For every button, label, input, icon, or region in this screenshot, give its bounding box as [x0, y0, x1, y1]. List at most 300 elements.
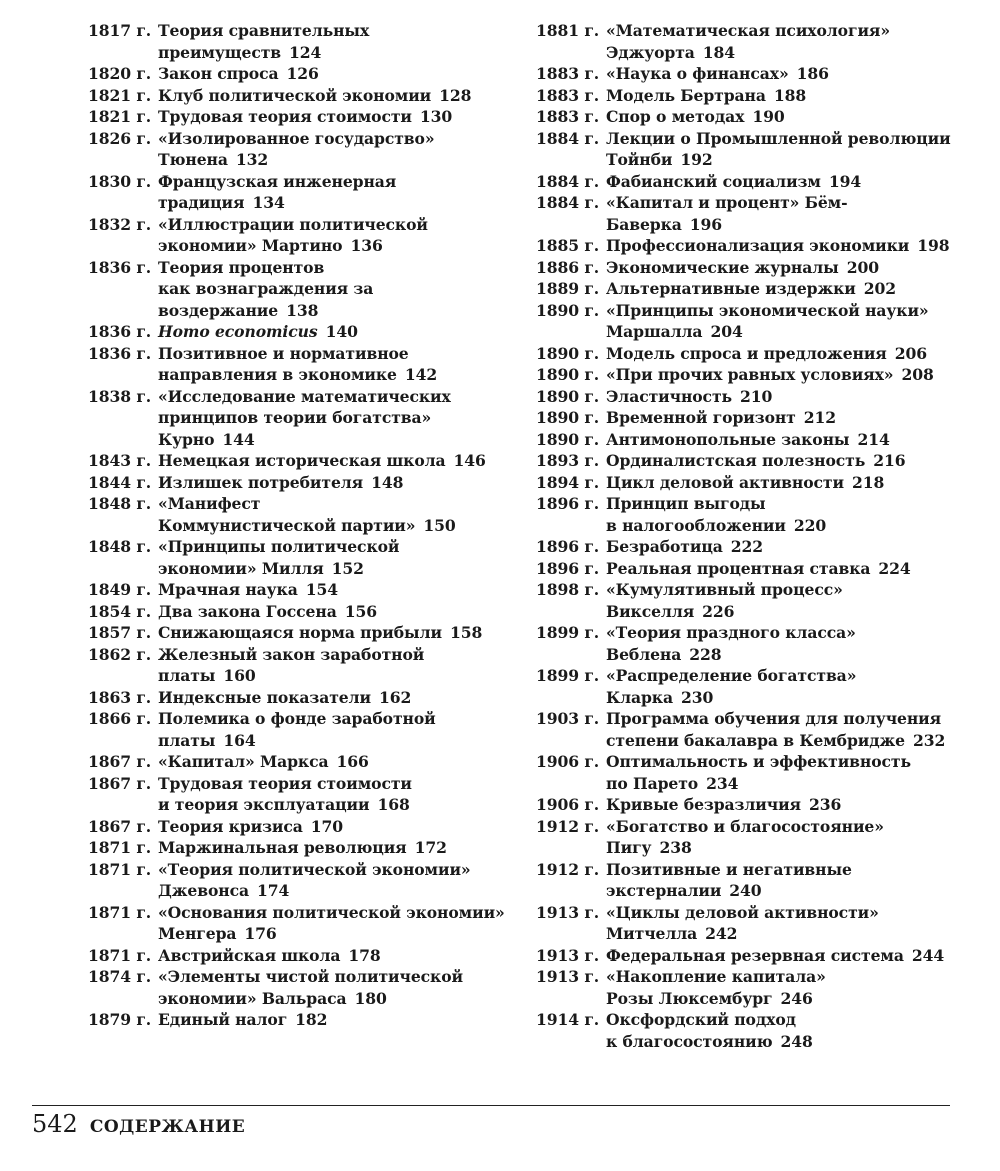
- toc-entry: [88, 966, 518, 1009]
- entry-title: [606, 429, 976, 451]
- toc-entry: [536, 192, 976, 235]
- entry-year: 1821 г.: [88, 107, 152, 126]
- entry-title: [606, 407, 976, 429]
- entry-page-number: 160: [223, 666, 256, 685]
- entry-title-line: [606, 880, 976, 902]
- entry-page-number: 220: [793, 515, 827, 535]
- entry-title: [158, 321, 518, 343]
- entry-title-line: [606, 300, 976, 322]
- entry-title: [606, 278, 976, 300]
- entry-title-line: [606, 42, 976, 64]
- entry-title-text: Немецкая историческая школа: [158, 451, 446, 470]
- entry-title-text: экономии» Мартино: [158, 236, 343, 255]
- entry-year: 1913 г.: [536, 945, 600, 965]
- entry-year: 1890 г.: [536, 408, 600, 427]
- entry-title-line: [606, 601, 976, 623]
- toc-entry: [88, 171, 518, 214]
- entry-page-number: 188: [773, 85, 807, 105]
- entry-title-line: [606, 837, 976, 859]
- entry-title-text: Баверка: [606, 214, 682, 234]
- entry-title-text: «Элементы чистой политической: [158, 967, 463, 986]
- entry-title: [606, 235, 976, 257]
- entry-page-number: 186: [796, 64, 829, 83]
- entry-title-line: [158, 988, 518, 1010]
- entry-title-text: направления в экономике: [158, 365, 397, 384]
- entry-title: [606, 192, 976, 235]
- entry-title-text: Курно: [158, 429, 215, 449]
- entry-title-line: [158, 880, 518, 902]
- entry-title: [606, 794, 976, 816]
- entry-year: 1883 г.: [536, 64, 600, 83]
- toc-entry: [536, 106, 976, 128]
- entry-page-number: 162: [379, 687, 412, 707]
- entry-title-line: [606, 472, 976, 494]
- entry-title: [158, 579, 518, 601]
- entry-title-text: Федеральная резервная система: [606, 945, 904, 965]
- entry-page-number: 156: [344, 601, 377, 621]
- entry-title-text: и теория эксплуатации: [158, 795, 370, 814]
- entry-title-text: Модель Бертрана: [606, 85, 766, 105]
- entry-title: [606, 579, 976, 622]
- toc-entry: [88, 816, 518, 838]
- entry-title-line: [158, 343, 518, 365]
- entry-title-text: платы: [158, 730, 216, 750]
- entry-title: [606, 816, 976, 859]
- toc-entry: [88, 20, 518, 63]
- toc-entry: [536, 300, 976, 343]
- entry-title-line: [158, 708, 518, 730]
- entry-year: 1848 г.: [88, 494, 152, 513]
- entry-title: [158, 536, 518, 579]
- entry-title-text: «Капитал» Маркса: [158, 752, 329, 771]
- entry-year: 1889 г.: [536, 279, 600, 298]
- entry-title-text: экономии» Милля: [158, 558, 324, 578]
- entry-page-number: 240: [729, 881, 762, 900]
- entry-title-text: Маржинальная революция: [158, 838, 407, 857]
- entry-title-text: Цикл деловой активности: [606, 472, 844, 492]
- toc-entry: [536, 450, 976, 472]
- entry-title: [158, 472, 518, 494]
- entry-year: 1844 г.: [88, 472, 152, 492]
- entry-title-text: принципов теории богатства»: [158, 408, 432, 427]
- entry-title-text: экономии» Вальраса: [158, 988, 347, 1008]
- entry-title-text: Теория процентов: [158, 257, 325, 277]
- entry-title: [158, 106, 518, 128]
- entry-title: [158, 622, 518, 644]
- toc-entry: [88, 773, 518, 816]
- entry-title: [158, 386, 518, 451]
- entry-page-number: 200: [846, 257, 879, 277]
- entry-title: [158, 644, 518, 687]
- entry-page-number: 158: [449, 623, 483, 642]
- entry-title-text: Реальная процентная ставка: [606, 558, 871, 578]
- entry-title-line: [158, 601, 518, 623]
- entry-year: 1912 г.: [536, 816, 600, 836]
- entry-title-line: [158, 644, 518, 666]
- entry-title: [158, 708, 518, 751]
- entry-year: 1890 г.: [536, 343, 600, 363]
- entry-year: 1913 г.: [536, 902, 600, 922]
- entry-title: [158, 1009, 518, 1031]
- entry-title-text: Временной горизонт: [606, 408, 796, 427]
- entry-title-text: Клуб политической экономии: [158, 85, 432, 105]
- entry-title-line: [606, 321, 976, 343]
- entry-title-line: [606, 966, 976, 988]
- entry-year: 1913 г.: [536, 967, 600, 986]
- entry-page-number: 206: [894, 343, 927, 363]
- entry-title-text: Эджуорта: [606, 42, 695, 62]
- entry-title: [606, 450, 976, 472]
- entry-year: 1885 г.: [536, 236, 600, 255]
- entry-title-line: [158, 257, 518, 279]
- entry-title: [158, 859, 518, 902]
- entry-year: 1899 г.: [536, 666, 600, 685]
- entry-page-number: 194: [828, 171, 862, 191]
- entry-title-text: Тюнена: [158, 150, 228, 169]
- entry-year: 1890 г.: [536, 386, 600, 406]
- toc-entry: [88, 343, 518, 386]
- toc-entry: [88, 493, 518, 536]
- entry-page-number: 140: [325, 322, 358, 341]
- entry-page-number: 134: [252, 193, 285, 212]
- entry-title: [606, 364, 976, 386]
- entry-title-line: [606, 1009, 976, 1031]
- toc-entry: [88, 128, 518, 171]
- entry-title-line: [158, 63, 518, 85]
- entry-year: 1867 г.: [88, 773, 152, 793]
- entry-title-line: [158, 149, 518, 171]
- entry-title-line: [606, 106, 976, 128]
- entry-page-number: 242: [705, 924, 738, 943]
- toc-entry: [536, 171, 976, 193]
- entry-year: 1893 г.: [536, 451, 600, 470]
- toc-entry: [88, 601, 518, 623]
- toc-entry: [536, 343, 976, 365]
- entry-title-text: Викселля: [606, 601, 695, 621]
- entry-title-text: Розы Люксембург: [606, 988, 773, 1008]
- entry-title-text: «Основания политической экономии»: [158, 902, 505, 922]
- entry-title-text: «Математическая психология»: [606, 21, 890, 40]
- toc-entry: [536, 558, 976, 580]
- entry-title-line: [158, 214, 518, 236]
- entry-title: [158, 816, 518, 838]
- entry-year: 1820 г.: [88, 64, 152, 83]
- entry-year: 1890 г.: [536, 300, 600, 320]
- entry-title-text: «Теория политической экономии»: [158, 859, 471, 879]
- toc-entry: [88, 708, 518, 751]
- entry-title-text: «Исследование математических: [158, 386, 451, 406]
- entry-page-number: 130: [419, 107, 453, 126]
- entry-title-line: [606, 794, 976, 816]
- entry-year: 1832 г.: [88, 214, 152, 234]
- entry-title-text: Трудовая теория стоимости: [158, 107, 412, 126]
- entry-page-number: 226: [702, 601, 735, 621]
- entry-year: 1826 г.: [88, 128, 152, 148]
- entry-page-number: 232: [913, 730, 946, 750]
- entry-page-number: 228: [689, 644, 722, 664]
- entry-year: 1903 г.: [536, 709, 600, 728]
- entry-title-line: [158, 859, 518, 881]
- entry-title-line: [158, 386, 518, 408]
- entry-title-text: «Принципы экономической науки»: [606, 300, 929, 320]
- entry-title-text: Антимонопольные законы: [606, 429, 850, 449]
- entry-title: [158, 601, 518, 623]
- entry-title-text: «Капитал и процент» Бём-: [606, 193, 848, 212]
- entry-title-text: Трудовая теория стоимости: [158, 773, 412, 793]
- entry-title: [606, 343, 976, 365]
- entry-title-text: «При прочих равных условиях»: [606, 365, 894, 384]
- entry-title-text: Два закона Госсена: [158, 601, 337, 621]
- toc-entry: [536, 278, 976, 300]
- entry-title-text: Позитивные и негативные: [606, 859, 852, 879]
- entry-page-number: 212: [803, 408, 837, 427]
- entry-title-line: [606, 730, 976, 752]
- entry-title-text: «Иллюстрации политической: [158, 214, 428, 234]
- entry-title-line: [606, 192, 976, 214]
- entry-title-line: [158, 902, 518, 924]
- toc-entry: [536, 859, 976, 902]
- entry-title-text: экстерналии: [606, 881, 722, 900]
- entry-title-line: [606, 622, 976, 644]
- entry-title-text: степени бакалавра в Кембридже: [606, 730, 906, 750]
- toc-entry: [88, 837, 518, 859]
- entry-page-number: 132: [235, 150, 269, 169]
- entry-title: [158, 966, 518, 1009]
- entry-title: [158, 85, 518, 107]
- entry-title-line: [158, 364, 518, 386]
- entry-title: [606, 20, 976, 63]
- entry-title-line: [158, 687, 518, 709]
- entry-title-text: к благосостоянию: [606, 1031, 773, 1051]
- entry-title: [158, 20, 518, 63]
- entry-title-line: [158, 730, 518, 752]
- entry-title-line: [158, 171, 518, 193]
- entry-page-number: 184: [702, 42, 736, 62]
- entry-page-number: 208: [901, 365, 934, 384]
- entry-title-text: платы: [158, 666, 216, 685]
- entry-title-text: Закон спроса: [158, 64, 279, 83]
- entry-title-line: [158, 85, 518, 107]
- toc-entry: [88, 321, 518, 343]
- entry-year: 1899 г.: [536, 623, 600, 642]
- entry-title-line: [158, 42, 518, 64]
- entry-year: 1884 г.: [536, 171, 600, 191]
- entry-title: [158, 837, 518, 859]
- entry-year: 1886 г.: [536, 257, 600, 277]
- entry-title: [606, 902, 976, 945]
- entry-title-line: [606, 536, 976, 558]
- entry-title-line: [606, 816, 976, 838]
- toc-entry: [536, 1009, 976, 1052]
- entry-title-text: Индексные показатели: [158, 687, 371, 707]
- toc-entry: [88, 902, 518, 945]
- entry-title-text: Кривые безразличия: [606, 795, 801, 814]
- entry-title-line: [158, 321, 518, 343]
- entry-year: 1898 г.: [536, 580, 600, 599]
- entry-title-line: [606, 63, 976, 85]
- section-title: СОДЕРЖАНИЕ: [89, 1117, 246, 1137]
- entry-year: 1871 г.: [88, 945, 152, 965]
- entry-title-line: [158, 235, 518, 257]
- entry-title-line: [606, 149, 976, 171]
- entry-page-number: 124: [289, 42, 322, 62]
- entry-title-line: [606, 20, 976, 42]
- entry-page-number: 192: [680, 150, 713, 169]
- entry-title-line: [158, 429, 518, 451]
- entry-title-text: Австрийская школа: [158, 945, 341, 965]
- entry-page-number: 244: [911, 945, 945, 965]
- entry-title: [606, 128, 976, 171]
- entry-year: 1914 г.: [536, 1010, 600, 1029]
- entry-title-text: Оксфордский подход: [606, 1010, 796, 1029]
- entry-title-text: Менгера: [158, 924, 237, 943]
- toc-entry: [536, 472, 976, 494]
- entry-title-line: [158, 665, 518, 687]
- entry-year: 1836 г.: [88, 257, 152, 277]
- entry-title-line: [606, 364, 976, 386]
- entry-title: [158, 171, 518, 214]
- entry-page-number: 190: [752, 107, 785, 126]
- toc-entry: [536, 708, 976, 751]
- entry-year: 1883 г.: [536, 107, 600, 126]
- toc-entry: [88, 644, 518, 687]
- entry-year: 1857 г.: [88, 623, 152, 642]
- entry-title-line: [606, 687, 976, 709]
- toc-entry: [536, 665, 976, 708]
- entry-title: [606, 1009, 976, 1052]
- entry-page-number: 224: [878, 558, 911, 578]
- entry-year: 1866 г.: [88, 709, 152, 728]
- entry-title-line: [158, 945, 518, 967]
- entry-page-number: 168: [377, 795, 410, 814]
- entry-title-line: [158, 20, 518, 42]
- entry-title-line: [606, 235, 976, 257]
- toc-entry: [88, 859, 518, 902]
- entry-title-text: Лекции о Промышленной революции: [606, 128, 951, 148]
- entry-title-text: «Циклы деловой активности»: [606, 902, 879, 922]
- entry-year: 1906 г.: [536, 752, 600, 771]
- entry-title-text: Кларка: [606, 687, 673, 707]
- entry-page-number: 248: [780, 1031, 813, 1051]
- entry-title-text: традиция: [158, 193, 245, 212]
- entry-title: [606, 300, 976, 343]
- entry-page-number: 218: [851, 472, 885, 492]
- entry-title-text: Маршалла: [606, 322, 703, 341]
- entry-page-number: 174: [256, 881, 290, 900]
- entry-title-line: [606, 407, 976, 429]
- entry-title: [606, 536, 976, 558]
- entry-title-text: Теория кризиса: [158, 816, 303, 836]
- entry-year: 1884 г.: [536, 128, 600, 148]
- entry-title: [158, 257, 518, 322]
- toc-column-right: [536, 20, 976, 1052]
- entry-page-number: 234: [706, 773, 739, 793]
- entry-title-text: Эластичность: [606, 386, 732, 406]
- entry-title: [606, 85, 976, 107]
- entry-year: 1890 г.: [536, 429, 600, 449]
- entry-title-line: [606, 945, 976, 967]
- entry-page-number: 142: [404, 365, 438, 384]
- entry-title-line: [158, 1009, 518, 1031]
- entry-year: 1817 г.: [88, 21, 152, 40]
- toc-entry: [536, 622, 976, 665]
- entry-title-text: Железный закон заработной: [158, 644, 425, 664]
- toc-entry: [88, 386, 518, 451]
- toc-entry: [88, 687, 518, 709]
- toc-entry: [88, 751, 518, 773]
- entry-year: 1906 г.: [536, 795, 600, 814]
- entry-page-number: 166: [336, 752, 369, 771]
- entry-title: [606, 945, 976, 967]
- entry-title: [606, 493, 976, 536]
- entry-title: [606, 966, 976, 1009]
- entry-title-text: Митчелла: [606, 924, 698, 943]
- entry-page-number: 154: [305, 580, 338, 599]
- entry-page-number: 214: [857, 429, 890, 449]
- entry-title-line: [606, 278, 976, 300]
- toc-entry: [536, 794, 976, 816]
- entry-page-number: 178: [348, 945, 381, 965]
- entry-title-line: [606, 579, 976, 601]
- entry-page-number: 126: [286, 64, 319, 83]
- entry-title-text: «Теория праздного класса»: [606, 623, 856, 642]
- entry-year: 1883 г.: [536, 85, 600, 105]
- entry-title: [158, 687, 518, 709]
- entry-page-number: 128: [439, 85, 472, 105]
- entry-title-line: [158, 837, 518, 859]
- entry-year: 1838 г.: [88, 386, 152, 406]
- toc-entry: [536, 945, 976, 967]
- entry-title-text: по Парето: [606, 773, 699, 793]
- entry-title-line: [606, 558, 976, 580]
- entry-title-text: Принцип выгоды: [606, 494, 766, 513]
- toc-entry: [536, 536, 976, 558]
- entry-title-line: [606, 665, 976, 687]
- entry-title-line: [606, 902, 976, 924]
- toc-entry: [536, 966, 976, 1009]
- entry-title-line: [606, 859, 976, 881]
- footer-divider: [32, 1105, 950, 1106]
- entry-page-number: 176: [244, 924, 277, 943]
- entry-title-text: Фабианский социализм: [606, 171, 821, 191]
- entry-title: [158, 63, 518, 85]
- entry-title-text: «Принципы политической: [158, 537, 400, 556]
- entry-title: [606, 257, 976, 279]
- entry-title-line: [606, 343, 976, 365]
- entry-title-text: «Распределение богатства»: [606, 666, 857, 685]
- entry-title-line: [158, 128, 518, 150]
- toc-entry: [536, 493, 976, 536]
- entry-title-text: Веблена: [606, 644, 682, 664]
- entry-title-text: в налогообложении: [606, 515, 786, 535]
- entry-page-number: 222: [730, 537, 764, 556]
- entry-title-line: [606, 988, 976, 1010]
- entry-title: [606, 751, 976, 794]
- entry-title-line: [158, 794, 518, 816]
- entry-title-line: [606, 386, 976, 408]
- entry-year: 1863 г.: [88, 687, 152, 707]
- entry-title: [606, 171, 976, 193]
- entry-title: [158, 945, 518, 967]
- entry-title-text: воздержание: [158, 300, 279, 320]
- entry-title-line: [606, 773, 976, 795]
- entry-title-text: Программа обучения для получения: [606, 709, 942, 728]
- entry-title-line: [606, 171, 976, 193]
- toc-entry: [536, 63, 976, 85]
- entry-title-text: Оптимальность и эффективность: [606, 752, 911, 771]
- entry-title-line: [158, 923, 518, 945]
- entry-title-line: [606, 128, 976, 150]
